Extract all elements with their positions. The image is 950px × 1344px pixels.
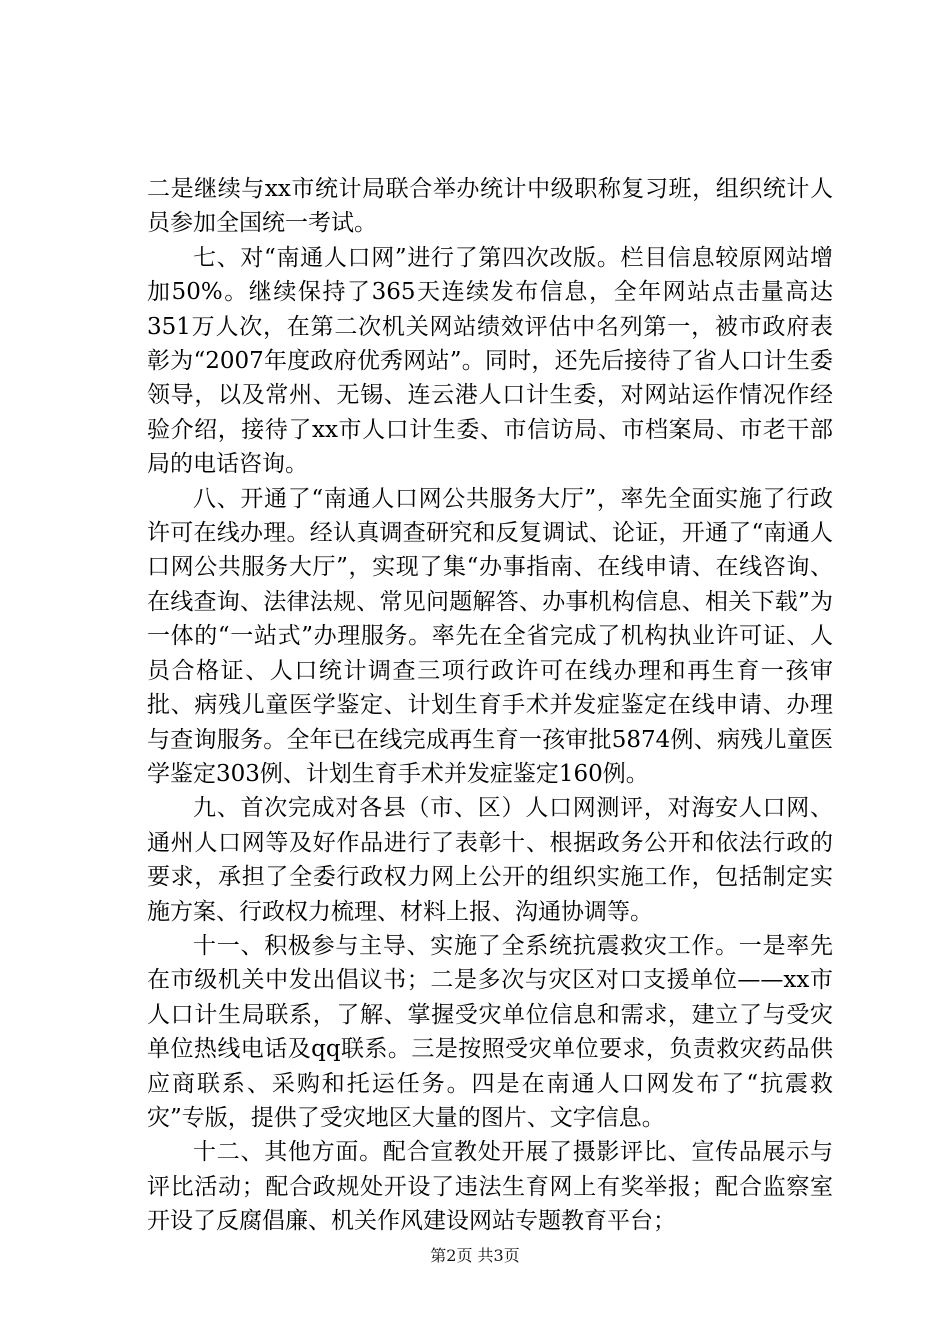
page-number-footer: 第2页 共3页 <box>430 1246 520 1265</box>
paragraph-earthquake-relief: 十一、积极参与主导、实施了全系统抗震救灾工作。一是率先在市级机关中发出倡议书；二是多次与灾区对口支援单位——xx市人口计生局联系，了解、掌握受灾单位信息和需求，建立了与受灾单位热线电话及qq联系。三是按照受灾单位要求，负责救灾药品供应商联系、采购和托运任务。四是在南通人口网发布了“抗震救灾”专版，提供了受灾地区大量的图片、文字信息。 <box>147 932 833 1131</box>
paragraph-county-evaluation: 九、首次完成对各县（市、区）人口网测评，对海安人口网、通州人口网等及好作品进行了表彰十、根据政务公开和依法行政的要求，承担了全委行政权力网上公开的组织实施工作，包括制定实施方案、行政权力梳理、材料上报、沟通协调等。 <box>147 795 833 925</box>
paragraph-website-revision: 七、对“南通人口网”进行了第四次改版。栏目信息较原网站增加50%。继续保持了365天连续发布信息，全年网站点击量高达351万人次，在第二次机关网站绩效评估中名列第一，被市政府表彰为“2007年度政府优秀网站”。同时，还先后接待了省人口计生委领导，以及常州、无锡、连云港人口计生委，对网站运作情况作经验介绍，接待了xx市人口计生委、市信访局、市档案局、市老干部局的电话咨询。 <box>147 244 833 478</box>
paragraph-service-hall: 八、开通了“南通人口网公共服务大厅”，率先全面实施了行政许可在线办理。经认真调查研究和反复调试、论证，开通了“南通人口网公共服务大厅”，实现了集“办事指南、在线申请、在线咨询、在线查询、法律法规、常见问题解答、办事机构信息、相关下载”为一体的“一站式”办理服务。率先在全省完成了机构执业许可证、人员合格证、人口统计调查三项行政许可在线办理和再生育一孩审批、病残儿童医学鉴定、计划生育手术并发症鉴定在线申请、办理与查询服务。全年已在线完成再生育一孩审批5874例、病残儿童医学鉴定303例、计划生育手术并发症鉴定160例。 <box>147 485 833 787</box>
paragraph-continuation: 二是继续与xx市统计局联合举办统计中级职称复习班，组织统计人员参加全国统一考试。 <box>147 176 833 237</box>
paragraph-other-aspects: 十二、其他方面。配合宣教处开展了摄影评比、宣传品展示与评比活动；配合政规处开设了违法生育网上有奖举报；配合监察室开设了反腐倡廉、机关作风建设网站专题教育平台； <box>147 1139 833 1235</box>
document-body <box>147 172 833 1239</box>
